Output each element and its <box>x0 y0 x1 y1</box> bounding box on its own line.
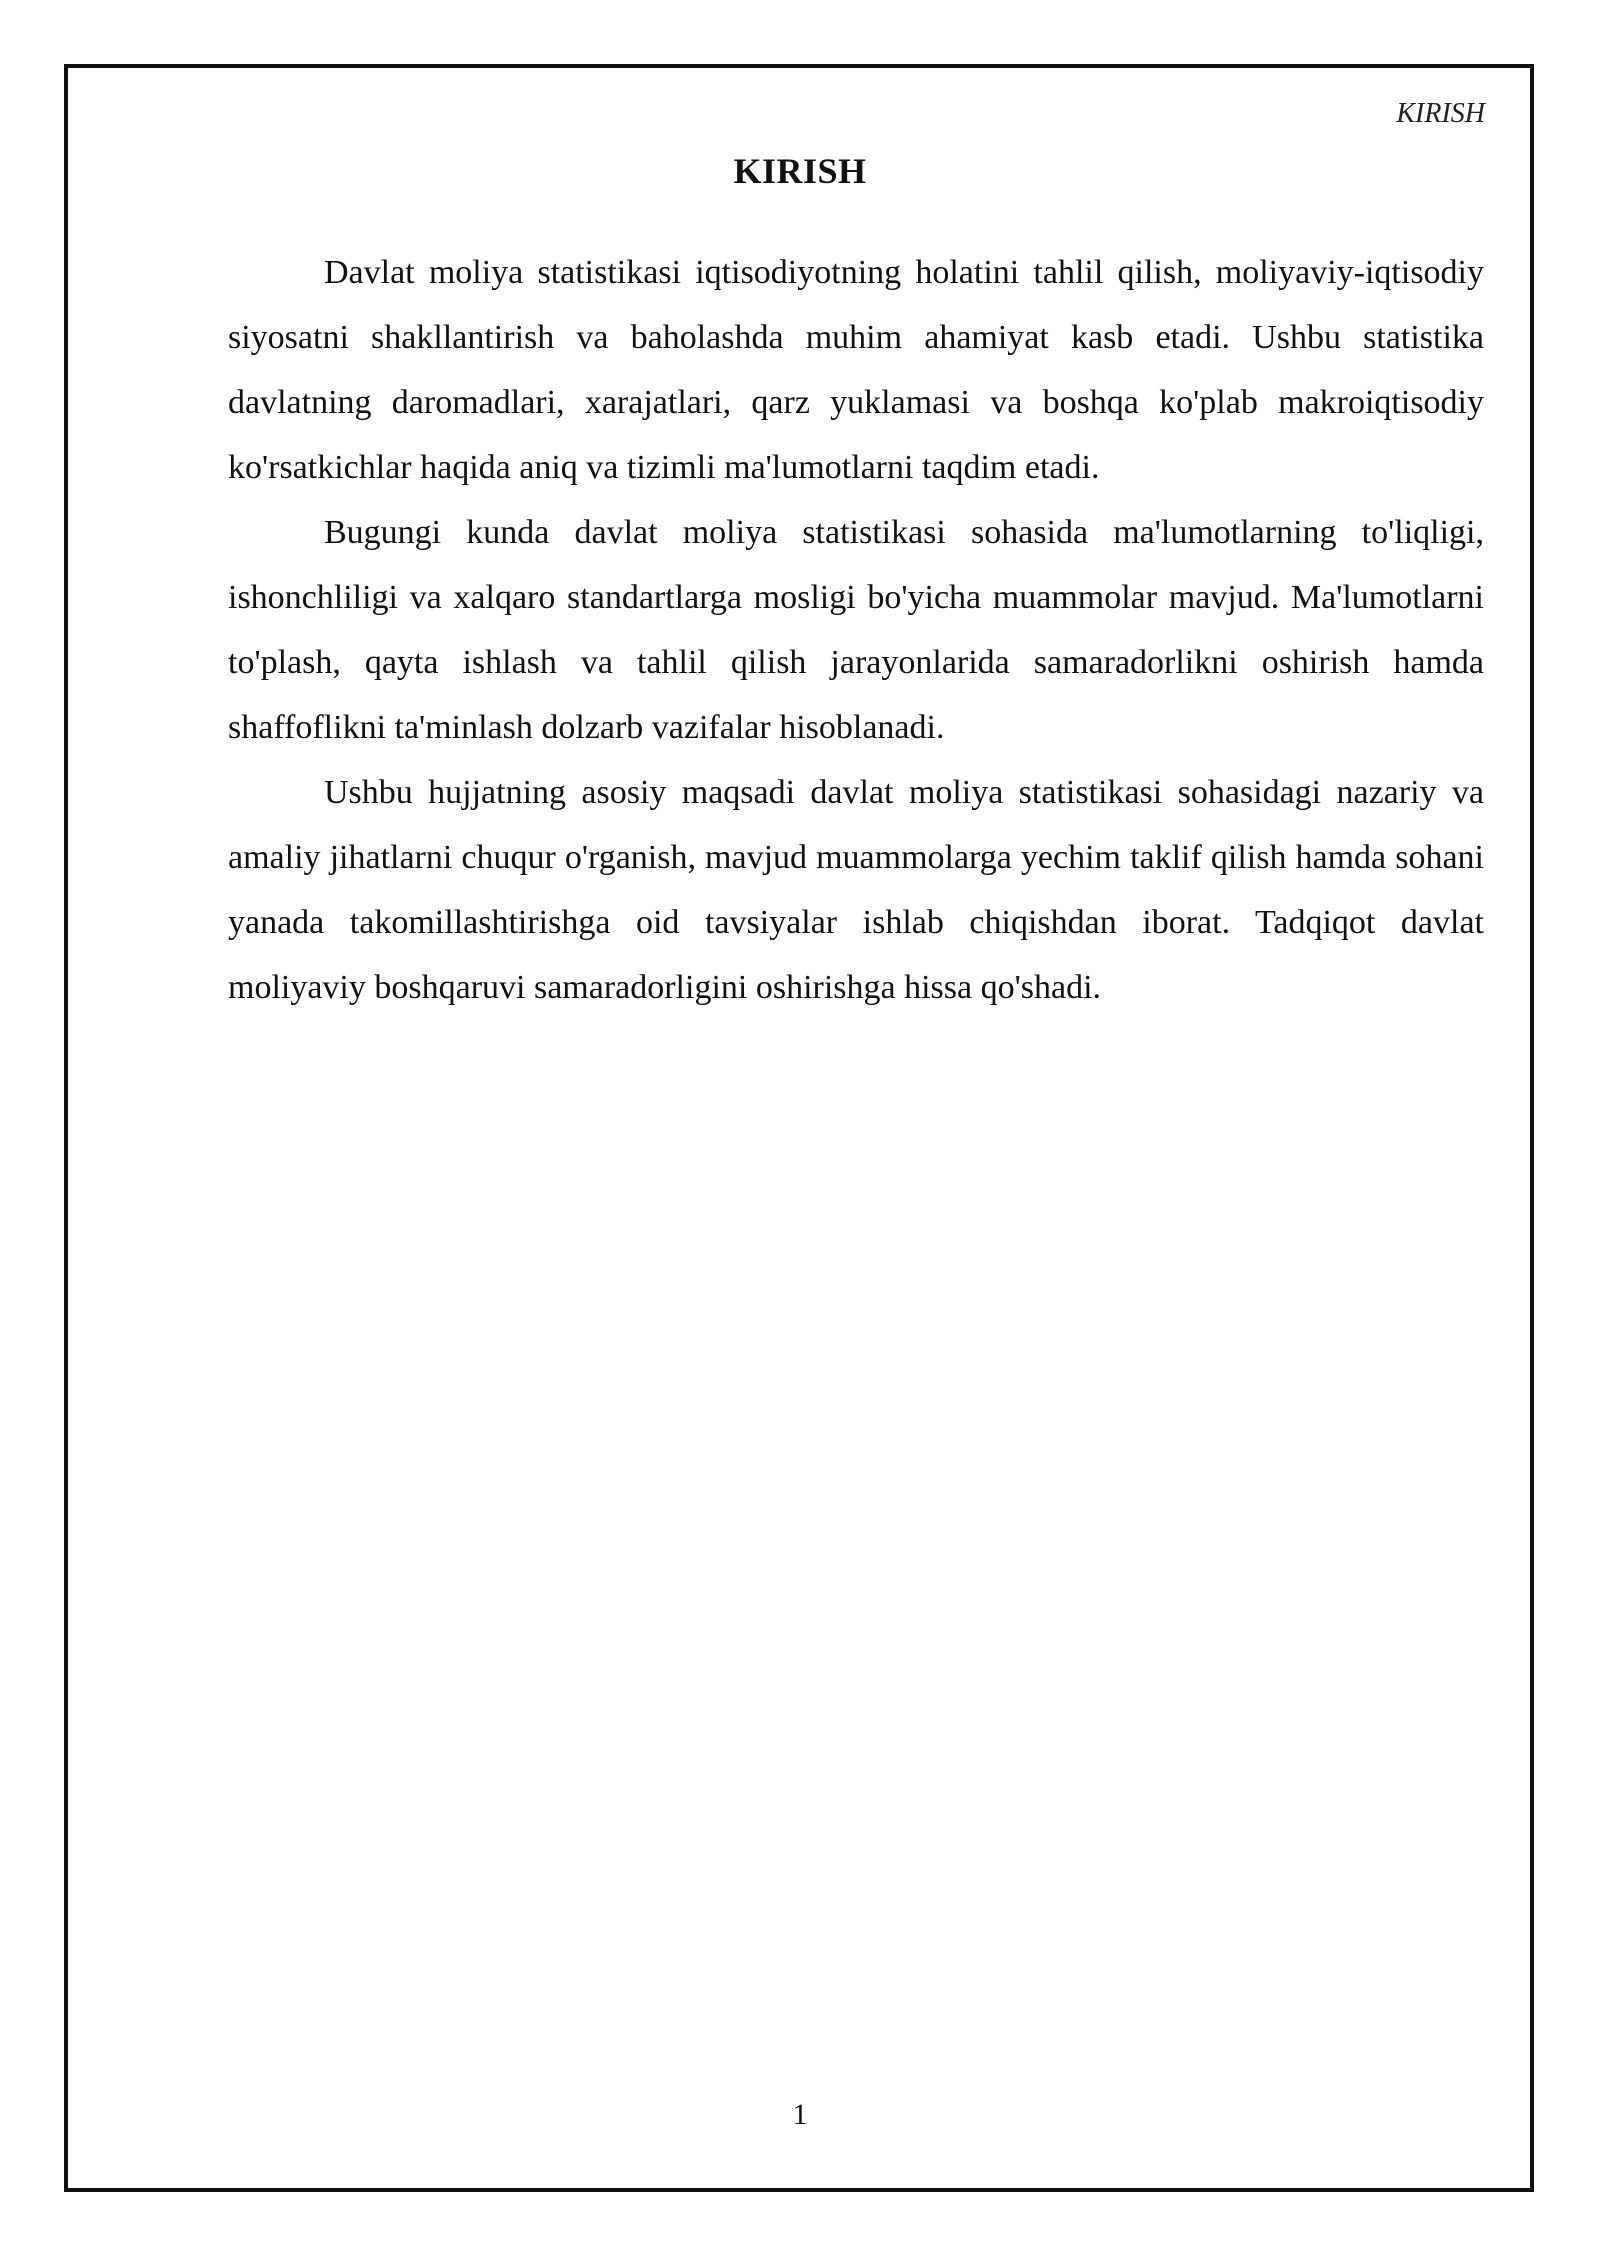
page-title: KIRISH <box>733 151 867 191</box>
paragraph: Ushbu hujjatning asosiy maqsadi davlat moliya statistikasi sohasidagi nazariy va amaliy jihatlarni chuqur o'rganish, mavjud muammolarga yechim taklif qilish hamda sohani yanada takomillashtirishga oid tavsiyalar ishlab chiqishdan iborat. Tadqiqot davlat moliyaviy boshqaruvi samaradorligini oshirishga hissa qo'shadi. <box>228 774 1484 1006</box>
document-body <box>228 240 1484 1020</box>
running-header: KIRISH <box>1396 98 1485 129</box>
page-number: 1 <box>792 2098 808 2131</box>
paragraph: Davlat moliya statistikasi iqtisodiyotning holatini tahlil qilish, moliyaviy-iqtisodiy siyosatni shakllantirish va baholashda muhim ahamiyat kasb etadi. Ushbu statistika davlatning daromadlari, xarajatlari, qarz yuklamasi va boshqa ko'plab makroiqtisodiy ko'rsatkichlar haqida aniq va tizimli ma'lumotlarni taqdim etadi. <box>228 254 1484 486</box>
paragraph: Bugungi kunda davlat moliya statistikasi sohasida ma'lumotlarning to'liqligi, ishonchliligi va xalqaro standartlarga mosligi bo'yicha muammolar mavjud. Ma'lumotlarni to'plash, qayta ishlash va tahlil qilish jarayonlarida samaradorlikni oshirish hamda shaffoflikni ta'minlash dolzarb vazifalar hisoblanadi. <box>228 514 1484 746</box>
